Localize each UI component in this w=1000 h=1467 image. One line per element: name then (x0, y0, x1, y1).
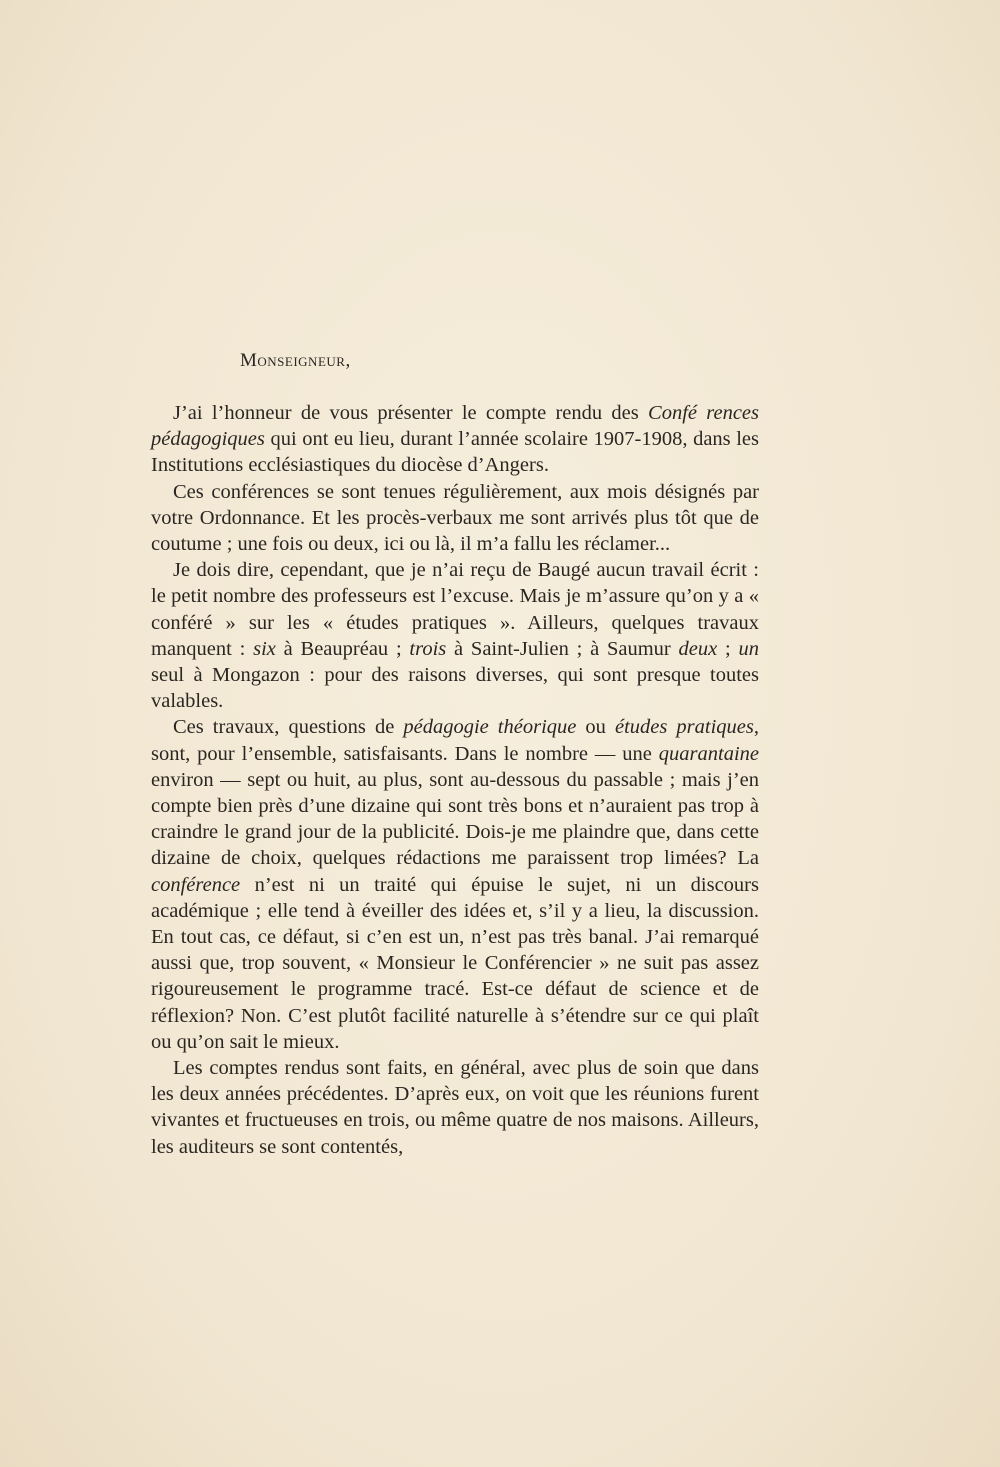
text-run: Les comptes rendus sont faits, en général, avec plus de soin que dans les deux années précédentes. D’après eux, on voit que les réunions furent vivantes et fructueuses en trois, ou même quatre de nos maisons. Ailleurs, les auditeurs se sont contentés, (151, 1057, 759, 1158)
text-run: Ces travaux, questions de (173, 716, 404, 739)
italic-run: deux (678, 637, 718, 660)
paragraph (151, 400, 759, 479)
paragraph (151, 1055, 759, 1160)
italic-run: six (253, 637, 276, 660)
text-run: Ces conférences se sont tenues régulièrement, aux mois désignés par votre Ordonnance. Et les procès-verbaux me sont arrivés plus tôt que de coutume ; une fois ou deux, ici ou là, il m’a fallu les réclamer... (151, 480, 759, 556)
paragraph (151, 479, 759, 558)
text-run: à Saint-Julien ; à Saumur (446, 637, 679, 660)
italic-run: études pratiques (614, 716, 754, 739)
text-run: à Beaupréau ; (275, 637, 410, 660)
italic-run: pédagogie théorique (403, 716, 577, 739)
italic-run: Confé rences pédagogiques (151, 402, 759, 451)
text-run: environ — sept ou huit, au plus, sont au-dessous du passable ; mais j’en compte bien près d’une dizaine qui sont très bons et n’auraient pas trop à craindre le grand jour de la publicité. Dois-je me plaindre que, dans cette dizaine de choix, quelques rédactions me paraissent trop limées? La (151, 768, 759, 870)
letter-body (151, 400, 759, 1160)
salutation: Monseigneur, (240, 350, 351, 371)
italic-run: un (738, 637, 759, 660)
text-run: Je dois dire, cependant, que je n’ai reçu de Baugé aucun travail écrit : le petit nombre des professeurs est l’excuse. Mais je m’assure qu’on y a « conféré » sur les « études pratiques ». Ailleurs, quelques travaux manquent : (151, 559, 759, 660)
italic-run: quarantaine (658, 742, 759, 765)
paragraph (151, 714, 759, 1055)
paragraph (151, 557, 759, 714)
italic-run: conférence (151, 873, 241, 896)
text-run: , sont, pour l’ensemble, satisfaisants. Dans le nombre — une (151, 716, 759, 765)
italic-run: trois (409, 637, 447, 660)
text-run: ou (576, 716, 615, 739)
text-run: qui ont eu lieu, durant l’année scolaire 1907-1908, dans les Institutions ecclésiastiques du diocèse d’Angers. (151, 428, 759, 477)
text-run: J’ai l’honneur de vous présenter le compte rendu des (173, 402, 649, 424)
text-run: ; (717, 637, 739, 660)
text-run: n’est ni un traité qui épuise le sujet, ni un discours académique ; elle tend à éveiller des idées et, s’il y a lieu, la discussion. En tout cas, ce défaut, si c’en est un, n’est pas très banal. J’ai remarqué aussi que, trop souvent, « Monsieur le Conférencier » ne suit pas assez rigoureusement le programme tracé. Est-ce défaut de science et de réflexion? Non. C’est plutôt facilité naturelle à s’étendre sur ce qui plaît ou qu’on sait le mieux. (151, 873, 759, 1053)
text-run: seul à Mongazon : pour des raisons diverses, qui sont presque toutes valables. (151, 664, 759, 713)
